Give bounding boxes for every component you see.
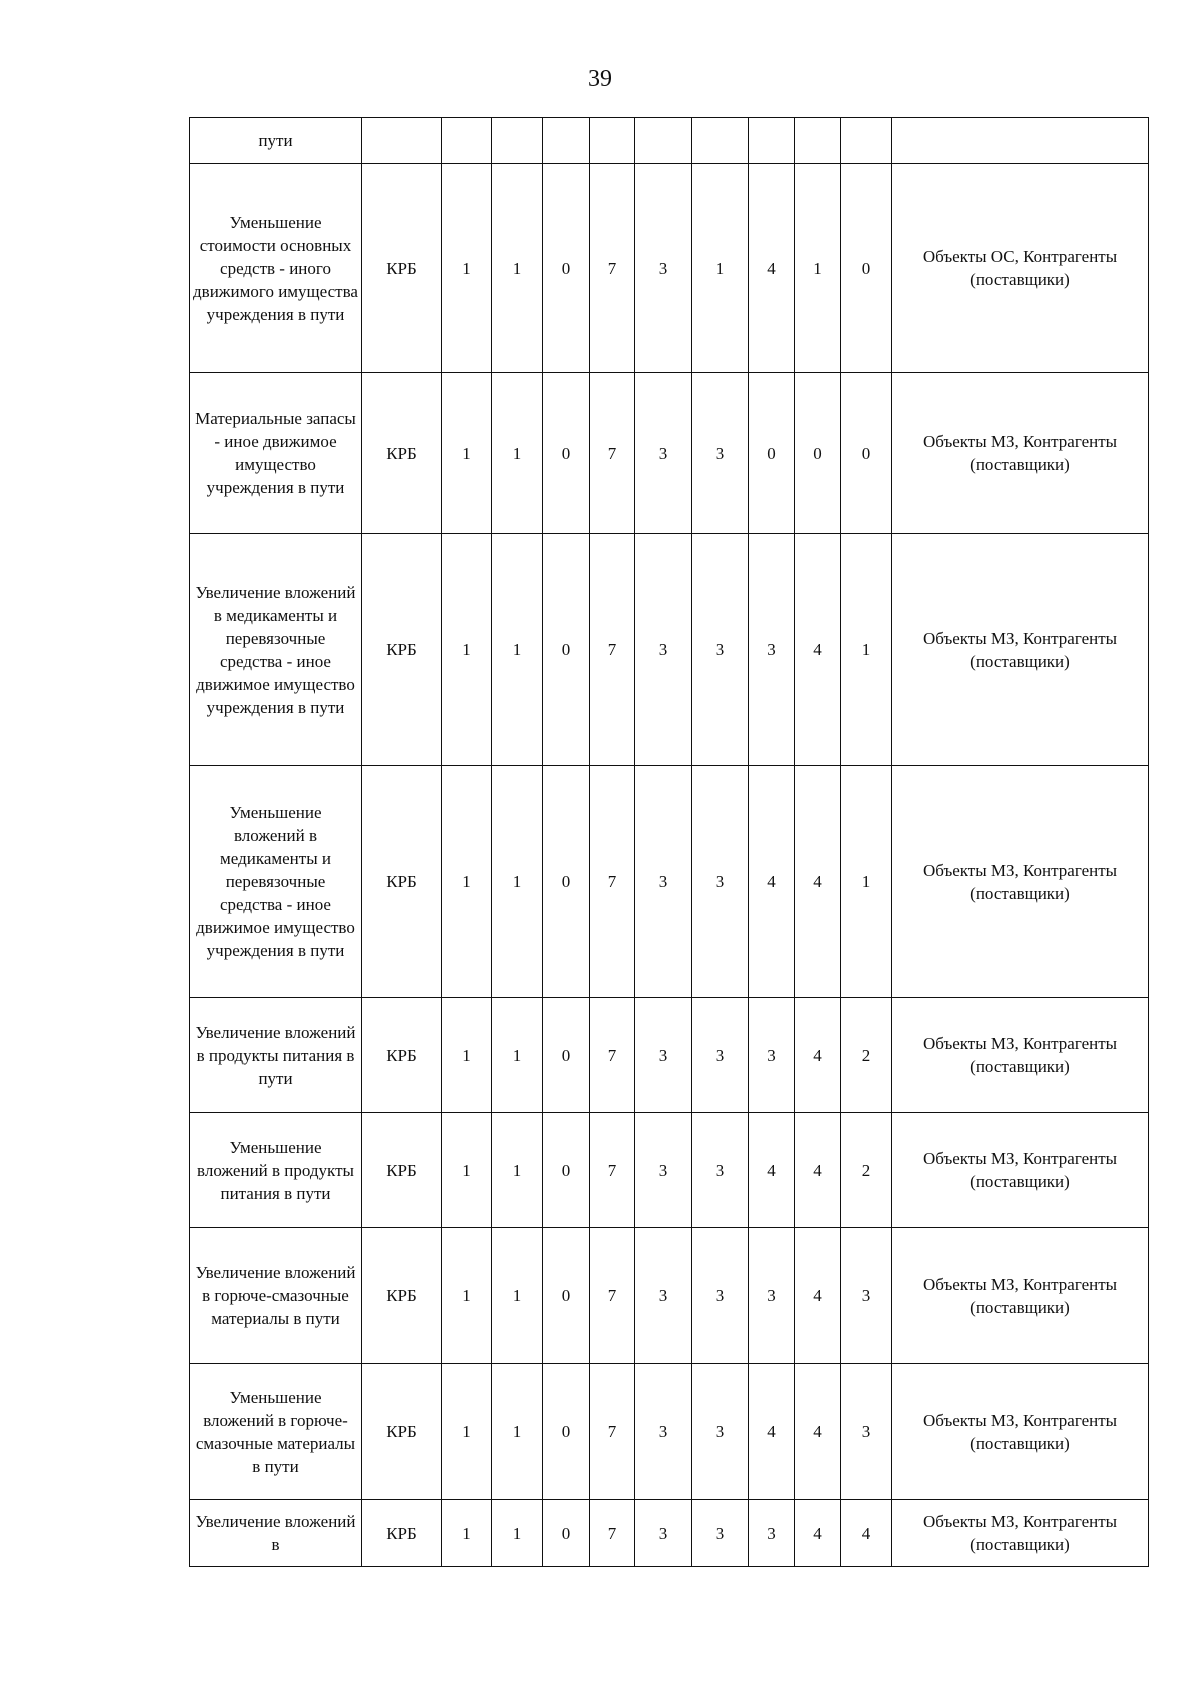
row-digit-cell: 1 — [795, 164, 841, 373]
row-digit-cell: 4 — [749, 766, 795, 998]
table-row — [190, 1500, 1149, 1567]
row-digit-cell: 4 — [841, 1500, 892, 1567]
row-digit-cell: 4 — [749, 1364, 795, 1500]
row-name-cell: Увеличение вложений в продукты питания в пути — [190, 998, 362, 1113]
row-digit-cell: 3 — [692, 1228, 749, 1364]
row-digit-cell: 1 — [492, 766, 543, 998]
row-digit-cell: 0 — [543, 1364, 590, 1500]
row-name-cell: Уменьшение вложений в продукты питания в пути — [190, 1113, 362, 1228]
row-analytics-cell: Объекты МЗ, Контрагенты (поставщики) — [892, 534, 1149, 766]
row-digit-cell: 1 — [492, 164, 543, 373]
row-digit-cell: 1 — [841, 766, 892, 998]
row-digit-cell: 3 — [635, 534, 692, 766]
row-digit-cell — [543, 118, 590, 164]
row-digit-cell: 0 — [543, 1113, 590, 1228]
row-kfo-cell: КРБ — [362, 164, 442, 373]
row-digit-cell: 7 — [590, 534, 635, 766]
row-analytics-cell: Объекты МЗ, Контрагенты (поставщики) — [892, 373, 1149, 534]
row-digit-cell: 3 — [635, 164, 692, 373]
row-digit-cell: 7 — [590, 998, 635, 1113]
row-name-cell: Увеличение вложений в горюче-смазочные материалы в пути — [190, 1228, 362, 1364]
row-kfo-cell: КРБ — [362, 1228, 442, 1364]
row-digit-cell: 4 — [795, 1228, 841, 1364]
row-name-cell: Материальные запасы - иное движимое имущество учреждения в пути — [190, 373, 362, 534]
row-digit-cell: 4 — [795, 1500, 841, 1567]
row-digit-cell: 1 — [492, 1113, 543, 1228]
table-row — [190, 118, 1149, 164]
row-digit-cell: 4 — [795, 766, 841, 998]
row-digit-cell: 3 — [749, 534, 795, 766]
row-name-cell: Уменьшение вложений в горюче-смазочные материалы в пути — [190, 1364, 362, 1500]
row-digit-cell: 0 — [749, 373, 795, 534]
row-digit-cell: 1 — [492, 1228, 543, 1364]
row-digit-cell: 3 — [635, 1500, 692, 1567]
row-digit-cell: 3 — [692, 1500, 749, 1567]
row-digit-cell: 0 — [543, 998, 590, 1113]
row-name-cell: Уменьшение вложений в медикаменты и перевязочные средства - иное движимое имущество учреждения в пути — [190, 766, 362, 998]
table-row — [190, 373, 1149, 534]
row-digit-cell: 1 — [442, 164, 492, 373]
row-digit-cell: 1 — [492, 373, 543, 534]
row-digit-cell — [635, 118, 692, 164]
row-digit-cell: 1 — [442, 766, 492, 998]
row-digit-cell: 7 — [590, 1113, 635, 1228]
row-digit-cell: 1 — [492, 534, 543, 766]
row-digit-cell — [841, 118, 892, 164]
row-kfo-cell: КРБ — [362, 1113, 442, 1228]
row-digit-cell: 0 — [841, 164, 892, 373]
row-digit-cell: 3 — [692, 373, 749, 534]
row-analytics-cell: Объекты МЗ, Контрагенты (поставщики) — [892, 998, 1149, 1113]
row-digit-cell: 0 — [543, 766, 590, 998]
row-digit-cell: 0 — [543, 534, 590, 766]
row-digit-cell: 1 — [442, 998, 492, 1113]
row-digit-cell: 7 — [590, 373, 635, 534]
row-name-cell: Увеличение вложений в — [190, 1500, 362, 1567]
table-row — [190, 164, 1149, 373]
row-digit-cell: 7 — [590, 1364, 635, 1500]
row-kfo-cell: КРБ — [362, 998, 442, 1113]
row-digit-cell: 3 — [841, 1228, 892, 1364]
row-digit-cell: 3 — [692, 766, 749, 998]
row-analytics-cell: Объекты ОС, Контрагенты (поставщики) — [892, 164, 1149, 373]
row-digit-cell: 3 — [749, 1500, 795, 1567]
table-body — [190, 118, 1149, 1567]
row-digit-cell: 7 — [590, 1500, 635, 1567]
row-digit-cell: 0 — [543, 1228, 590, 1364]
row-digit-cell: 3 — [635, 1113, 692, 1228]
row-digit-cell: 3 — [692, 1113, 749, 1228]
table-row — [190, 534, 1149, 766]
row-analytics-cell: Объекты МЗ, Контрагенты (поставщики) — [892, 1500, 1149, 1567]
row-digit-cell: 4 — [795, 1364, 841, 1500]
row-digit-cell — [692, 118, 749, 164]
table-row — [190, 1113, 1149, 1228]
row-digit-cell: 7 — [590, 1228, 635, 1364]
row-digit-cell: 4 — [795, 1113, 841, 1228]
row-digit-cell: 4 — [795, 998, 841, 1113]
row-digit-cell: 1 — [442, 1228, 492, 1364]
row-digit-cell: 3 — [635, 998, 692, 1113]
row-digit-cell: 3 — [635, 1228, 692, 1364]
row-digit-cell: 3 — [749, 998, 795, 1113]
row-kfo-cell: КРБ — [362, 766, 442, 998]
row-digit-cell: 1 — [442, 1364, 492, 1500]
row-digit-cell: 3 — [692, 534, 749, 766]
row-digit-cell: 7 — [590, 164, 635, 373]
row-digit-cell: 4 — [749, 164, 795, 373]
row-digit-cell: 0 — [841, 373, 892, 534]
row-analytics-cell: Объекты МЗ, Контрагенты (поставщики) — [892, 1113, 1149, 1228]
row-digit-cell: 4 — [795, 534, 841, 766]
row-kfo-cell: КРБ — [362, 373, 442, 534]
row-digit-cell: 1 — [442, 1113, 492, 1228]
page-number: 39 — [588, 66, 612, 92]
row-digit-cell — [795, 118, 841, 164]
row-name-cell: Уменьшение стоимости основных средств - иного движимого имущества учреждения в пути — [190, 164, 362, 373]
row-digit-cell: 2 — [841, 1113, 892, 1228]
table-row — [190, 766, 1149, 998]
row-digit-cell: 1 — [692, 164, 749, 373]
row-analytics-cell: Объекты МЗ, Контрагенты (поставщики) — [892, 766, 1149, 998]
row-name-cell: Увеличение вложений в медикаменты и перевязочные средства - иное движимое имущество учреждения в пути — [190, 534, 362, 766]
row-digit-cell — [492, 118, 543, 164]
row-digit-cell: 1 — [442, 1500, 492, 1567]
row-digit-cell: 0 — [543, 1500, 590, 1567]
row-digit-cell — [749, 118, 795, 164]
row-digit-cell: 1 — [841, 534, 892, 766]
row-kfo-cell: КРБ — [362, 1500, 442, 1567]
row-analytics-cell: Объекты МЗ, Контрагенты (поставщики) — [892, 1364, 1149, 1500]
row-kfo-cell: КРБ — [362, 1364, 442, 1500]
row-digit-cell: 3 — [692, 1364, 749, 1500]
row-digit-cell: 1 — [492, 998, 543, 1113]
row-digit-cell: 0 — [795, 373, 841, 534]
table-row — [190, 1228, 1149, 1364]
row-kfo-cell — [362, 118, 442, 164]
row-digit-cell: 3 — [749, 1228, 795, 1364]
row-analytics-cell — [892, 118, 1149, 164]
row-digit-cell: 3 — [841, 1364, 892, 1500]
row-name-cell: пути — [190, 118, 362, 164]
table-row — [190, 1364, 1149, 1500]
row-digit-cell: 1 — [442, 373, 492, 534]
table-row — [190, 998, 1149, 1113]
row-digit-cell: 1 — [492, 1500, 543, 1567]
row-digit-cell: 7 — [590, 766, 635, 998]
row-digit-cell: 3 — [635, 373, 692, 534]
row-digit-cell: 3 — [692, 998, 749, 1113]
row-digit-cell: 3 — [635, 1364, 692, 1500]
row-kfo-cell: КРБ — [362, 534, 442, 766]
row-digit-cell — [442, 118, 492, 164]
row-digit-cell: 1 — [492, 1364, 543, 1500]
row-digit-cell: 4 — [749, 1113, 795, 1228]
accounts-table — [189, 117, 1149, 1567]
row-digit-cell: 3 — [635, 766, 692, 998]
row-digit-cell: 0 — [543, 373, 590, 534]
row-digit-cell — [590, 118, 635, 164]
row-analytics-cell: Объекты МЗ, Контрагенты (поставщики) — [892, 1228, 1149, 1364]
row-digit-cell: 2 — [841, 998, 892, 1113]
row-digit-cell: 1 — [442, 534, 492, 766]
row-digit-cell: 0 — [543, 164, 590, 373]
